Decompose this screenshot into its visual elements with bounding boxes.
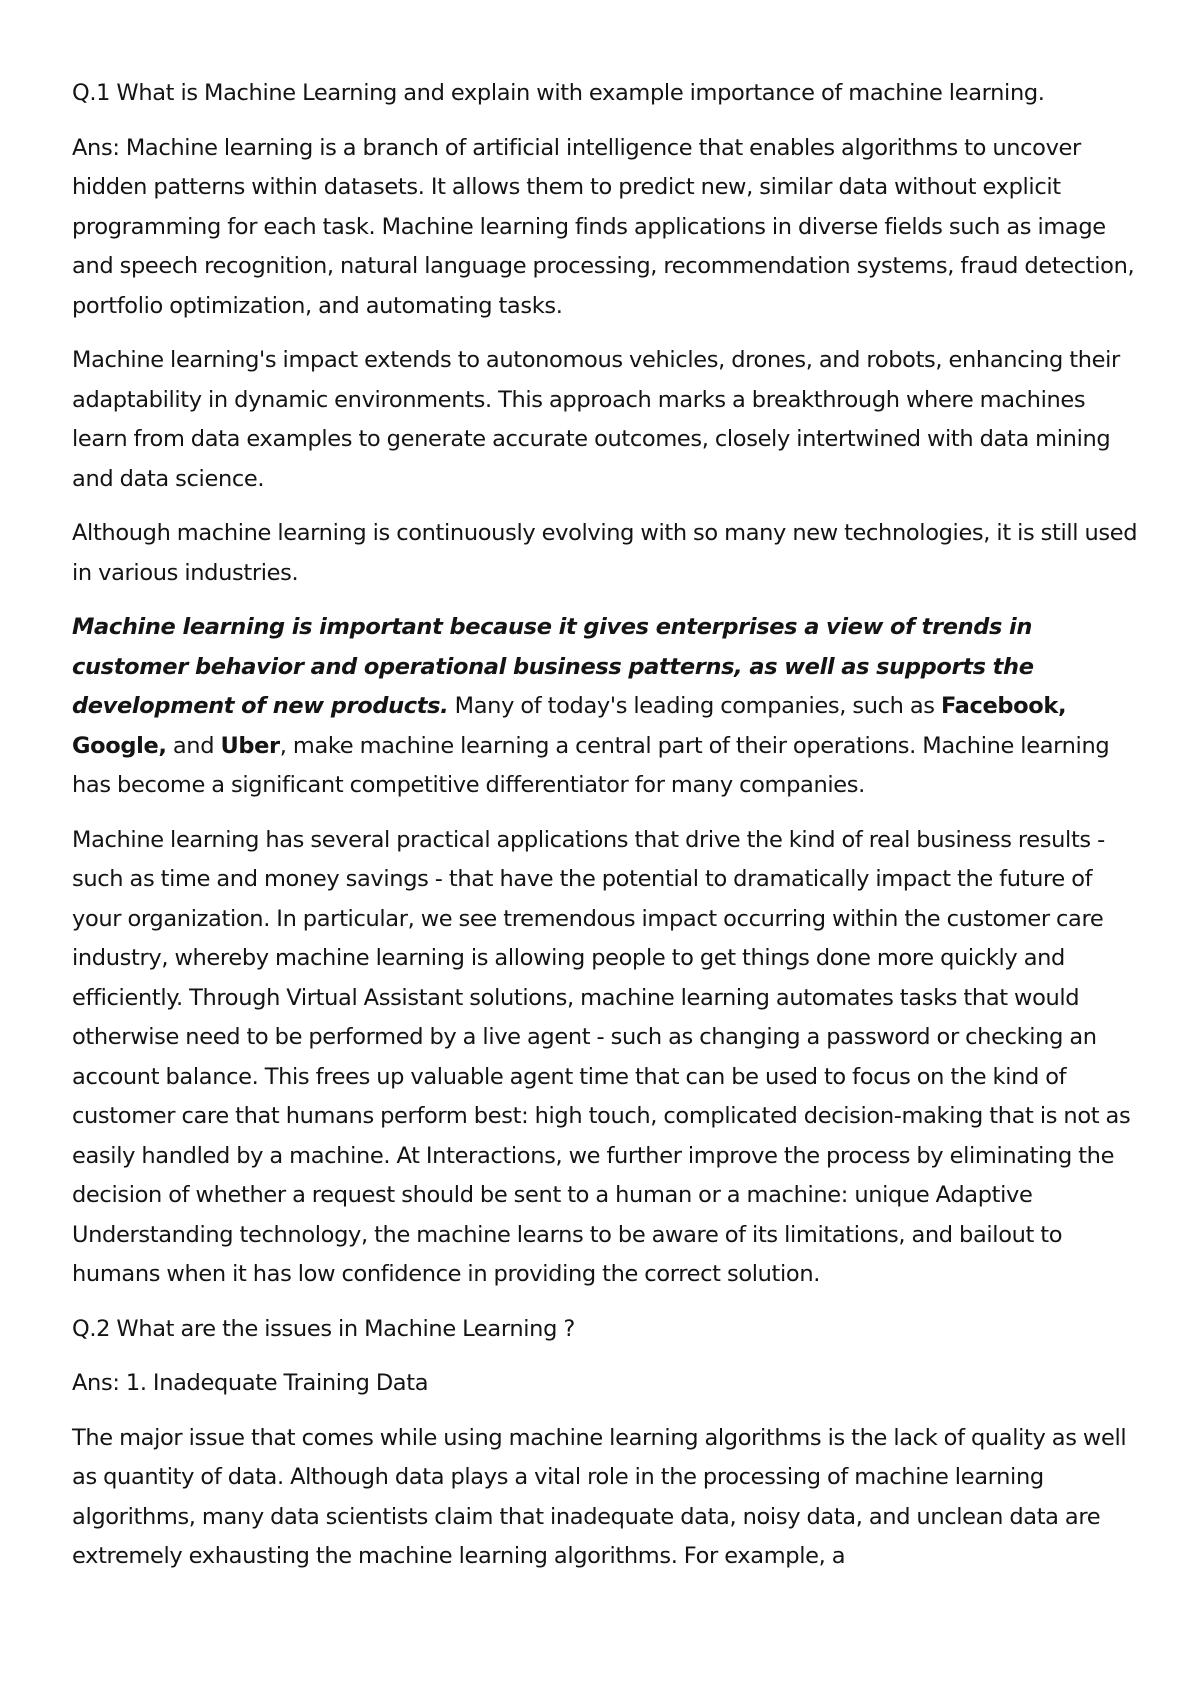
company-uber: Uber	[220, 732, 280, 759]
q2-question: Q.2 What are the issues in Machine Learning ?	[72, 1315, 575, 1342]
q1-answer-paragraph-2: Machine learning's impact extends to autonomous vehicles, drones, and robots, enhancing their adaptability in dynamic environments. This approach marks a breakthrough where machines learn from data examples to generate accurate outcomes, closely intertwined with data mining and data science.	[72, 347, 1120, 492]
q2-answer-paragraph-1: The major issue that comes while using machine learning algorithms is the lack of quality as well as quantity of data. Although data plays a vital role in the processing of machine learning algorithms, many data scientists claim that inadequate data, noisy data, and unclean data are extremely exhausting the machine learning algorithms. For example, a	[72, 1424, 1127, 1569]
document-body	[72, 74, 1142, 1592]
q2-answer-heading: Ans: 1. Inadequate Training Data	[72, 1370, 429, 1396]
paragraph-text: and	[166, 732, 221, 759]
paragraph-text: , make machine learning a central part of their operations. Machine learning has become a significant competitive differentiator for many companies.	[72, 732, 1110, 798]
q1-answer-paragraph-5: Machine learning has several practical applications that drive the kind of real business results - such as time and money savings - that have the potential to dramatically impact the future of your organization. In particular, we see tremendous impact occurring within the customer care industry, whereby machine learning is allowing people to get things done more quickly and efficiently. Through Virtual Assistant solutions, machine learning automates tasks that would otherwise need to be performed by a live agent - such as changing a password or checking an account balance. This frees up valuable agent time that can be used to focus on the kind of customer care that humans perform best: high touch, complicated decision-making that is not as easily handled by a machine. At Interactions, we further improve the process by eliminating the decision of whether a request should be sent to a human or a machine: unique Adaptive Understanding technology, the machine learns to be aware of its limitations, and bailout to humans when it has low confidence in providing the correct solution.	[72, 826, 1131, 1287]
paragraph-text: Many of today's leading companies, such as	[448, 693, 941, 719]
q1-answer-paragraph-3: Although machine learning is continuously evolving with so many new technologies, it is still used in various industries.	[72, 520, 1138, 586]
q1-answer-paragraph-1: Ans: Machine learning is a branch of artificial intelligence that enables algorithms to uncover hidden patterns within datasets. It allows them to predict new, similar data without explicit programming for each task. Machine learning finds applications in diverse fields such as image and speech recognition, natural language processing, recommendation systems, fraud detection, portfolio optimization, and automating tasks.	[72, 134, 1135, 319]
q1-question: Q.1 What is Machine Learning and explain with example importance of machine learning.	[72, 80, 1045, 106]
company-google: Google,	[72, 732, 167, 759]
importance-statement: Machine learning is important because it gives enterprises a view of trends in customer behavior and operational business patterns, as well as supports the development of new products.	[72, 614, 1034, 719]
q1-answer-paragraph-4	[72, 608, 1142, 806]
company-facebook: Facebook,	[940, 693, 1067, 719]
